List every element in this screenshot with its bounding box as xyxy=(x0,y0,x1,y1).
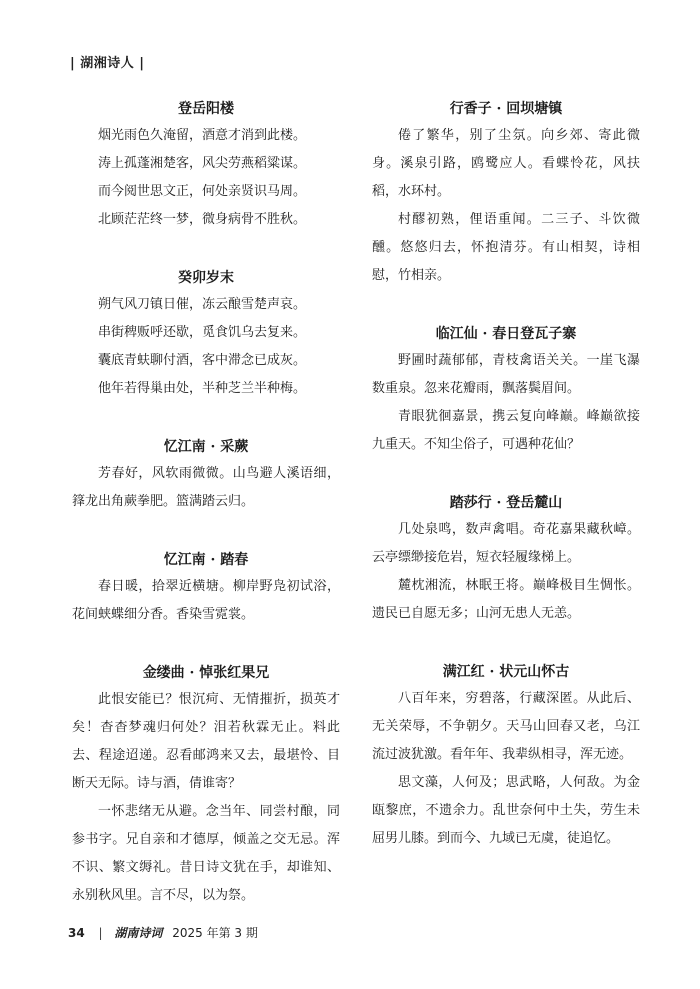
issue-label: 2025 年第 3 期 xyxy=(172,926,258,940)
poem-line: 烟光雨色久淹留，酒意才消到此楼。 xyxy=(98,128,307,143)
poem xyxy=(72,436,340,516)
poem-line: 朔气风刀镇日催，冻云酿雪楚声哀。 xyxy=(98,297,307,312)
poem-paragraph: 几处泉鸣，数声禽唱。奇花嘉果藏秋嶂。云亭缥缈接危岩，短衣轻履缘梯上。 xyxy=(372,522,640,565)
poem xyxy=(372,661,640,853)
poem-paragraph: 倦了繁华，别了尘氛。向乡郊、寄此微身。溪泉引路，鸥鹭应人。看蝶怜花，风扶稻，水环村。 xyxy=(372,128,640,199)
poem-line: 涛上孤蓬湘楚客，风尖劳燕稻粱谋。 xyxy=(98,156,307,171)
poem-line: 北顾茫茫终一梦，微身病骨不胜秋。 xyxy=(98,212,307,227)
poem xyxy=(72,98,340,234)
poem-paragraph: 野圃时蔬郁郁，青枝禽语关关。一崖飞瀑数重泉。忽来花瓣雨，飘落鬓眉间。 xyxy=(372,353,640,396)
poem-title: 金缕曲 · 悼张红果兄 xyxy=(142,665,270,681)
poem-paragraph: 此恨安能已？恨沉疴、无情摧折，损英才矣！杳杳梦魂归何处？泪若秋霖无止。料此去、程途迢递。忍看邮鸿来又去，最堪怜、目断天无际。诗与酒，倩谁寄？ xyxy=(72,692,340,791)
poem-title: 踏莎行 · 登岳麓山 xyxy=(449,495,563,511)
poem-paragraph: 麓枕湘流，林眠王将。巅峰极目生惆怅。遗民已自愿无多；山河无患人无恙。 xyxy=(372,578,640,621)
poem-line: 串街稗贩呼还歇，觅食饥乌去复来。 xyxy=(98,325,307,340)
poem xyxy=(372,98,640,290)
right-column xyxy=(372,98,640,886)
poem xyxy=(372,492,640,628)
magazine-name: 湖南诗词 xyxy=(114,926,163,940)
poem-line: 而今阅世思文正，何处亲贤识马周。 xyxy=(98,184,307,199)
left-column xyxy=(72,98,340,943)
poem xyxy=(72,662,340,910)
page-footer xyxy=(68,924,258,941)
poem-title: 忆江南 · 踏春 xyxy=(163,552,249,568)
poem-paragraph: 芳春好，风软雨微微。山鸟避人溪语细，箨龙出角蕨拳肥。篮满踏云归。 xyxy=(72,466,340,509)
poem-title: 行香子 · 回坝塘镇 xyxy=(449,101,563,117)
page-number: 34 xyxy=(68,926,85,940)
poem-paragraph: 春日暖，拾翠近横塘。柳岸野凫初试浴，花间蛱蝶细分香。香染雪霓裳。 xyxy=(72,579,340,622)
poem-line: 囊底青蚨聊付酒，客中滞念已成灰。 xyxy=(98,353,307,368)
poem-paragraph: 青眼犹徊嘉景，携云复向峰巅。峰巅欲接九重天。不知尘俗子，可遇种花仙？ xyxy=(372,409,640,452)
poem-paragraph: 思文藻，人何及；思武略，人何敌。为金瓯黎庶，不遗余力。乱世奈何中土失，劳生未屈男儿膝。到而今、九域已无虞，徒追忆。 xyxy=(372,775,640,846)
section-header: | 湖湘诗人 | xyxy=(70,56,145,71)
poem-title: 临江仙 · 春日登瓦子寨 xyxy=(435,326,577,342)
poem-title: 登岳阳楼 xyxy=(178,101,234,117)
poem-paragraph: 八百年来，穷碧落，行藏深匿。从此后、无关荣辱，不争朝夕。天马山回春又老，乌江流过波犹激。看年年、我辈纵相寻，浑无迹。 xyxy=(372,691,640,762)
poem xyxy=(72,549,340,629)
poem-line: 他年若得巢由处，半种芝兰半种梅。 xyxy=(98,381,307,396)
poem xyxy=(72,267,340,403)
poem-paragraph: 村醪初熟，俚语重闻。二三子、斗饮微醺。悠悠归去，怀抱清芬。有山相契，诗相慰，竹相亲。 xyxy=(372,212,640,283)
footer-separator: | xyxy=(98,926,103,940)
poem-title: 癸卯岁末 xyxy=(178,270,234,286)
poem xyxy=(372,323,640,459)
poem-title: 满江红 · 状元山怀古 xyxy=(442,664,570,680)
poem-paragraph: 一怀悲绪无从避。念当年、同尝村酿，同参书字。兄自亲和才德厚，倾盖之交无忌。浑不识、繁文缛礼。昔日诗文犹在手，却谁知、永别秋风里。言不尽，以为祭。 xyxy=(72,804,340,903)
poem-title: 忆江南 · 采蕨 xyxy=(163,439,249,455)
